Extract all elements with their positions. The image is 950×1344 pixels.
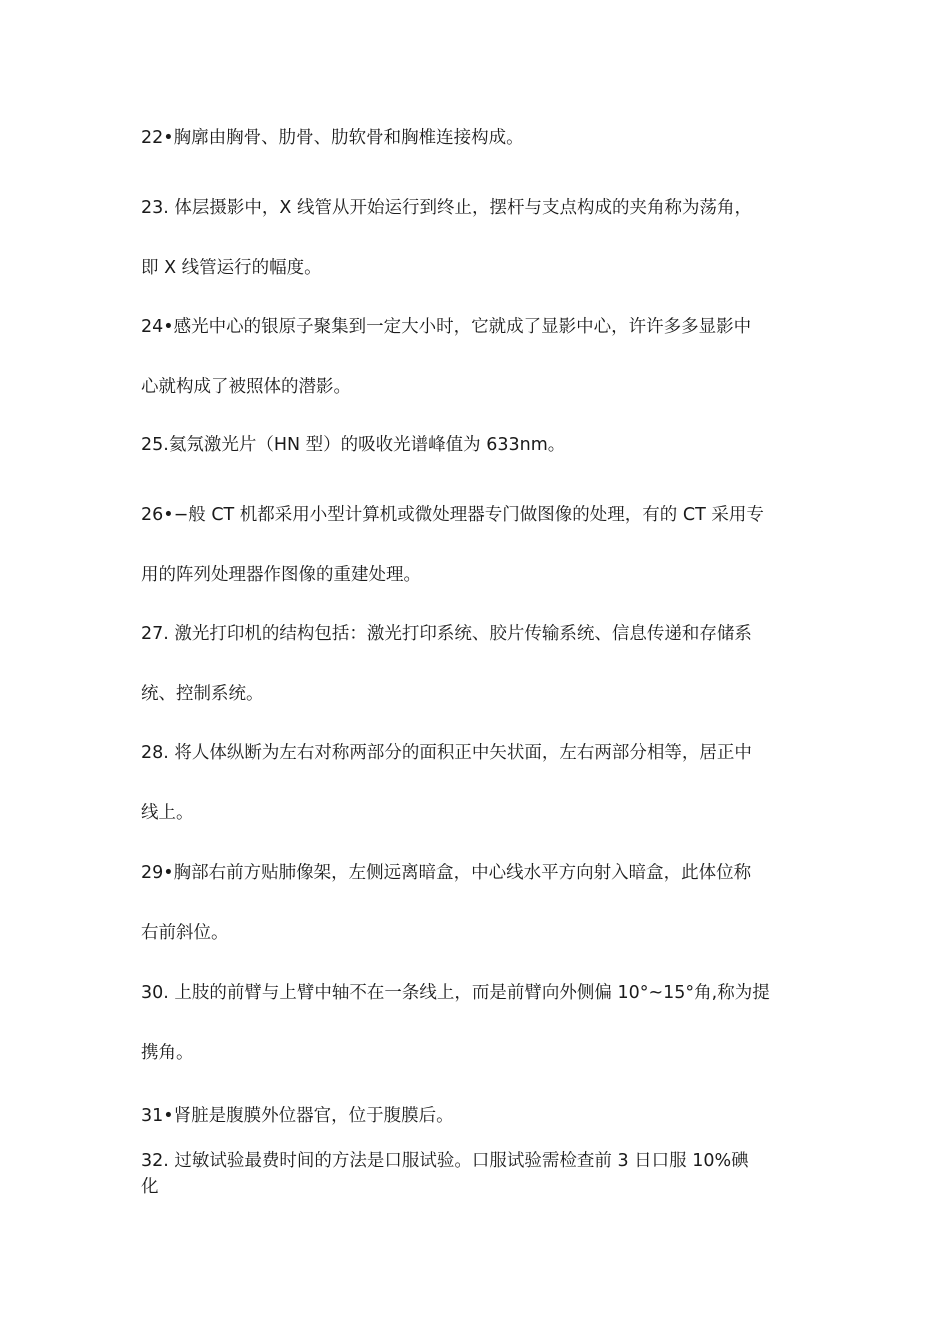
paragraph-line: 27. 激光打印机的结构包括：激光打印系统、胶片传输系统、信息传递和存储系 [141, 624, 752, 644]
paragraph-27 [141, 621, 813, 707]
paragraph-25 [141, 432, 813, 458]
paragraph-32 [141, 1148, 813, 1200]
paragraph-line: 统、控制系统。 [141, 684, 264, 704]
paragraph-line: 用的阵列处理器作图像的重建处理。 [141, 565, 421, 585]
paragraph-line: 线上。 [141, 803, 194, 823]
paragraph-line: 化 [141, 1177, 159, 1197]
paragraph-31 [141, 1103, 813, 1129]
paragraph-line: 26•−般 CT 机都采用小型计算机或微处理器专门做图像的处理，有的 CT 采用专 [141, 505, 764, 525]
paragraph-line: 22•胸廓由胸骨、肋骨、肋软骨和胸椎连接构成。 [141, 128, 524, 148]
paragraph-line: 30. 上肢的前臂与上臂中轴不在一条线上，而是前臂向外侧偏 10°~15°角,称为提 [141, 983, 770, 1003]
paragraph-26 [141, 502, 813, 588]
paragraph-line: 24•感光中心的银原子聚集到一定大小时，它就成了显影中心，许许多多显影中 [141, 317, 752, 337]
paragraph-line: 右前斜位。 [141, 923, 229, 943]
paragraph-24 [141, 314, 813, 400]
paragraph-line: 即 X 线管运行的幅度。 [141, 258, 322, 278]
paragraph-29 [141, 860, 813, 946]
paragraph-line: 32. 过敏试验最费时间的方法是口服试验。口服试验需检查前 3 日口服 10%碘 [141, 1151, 749, 1171]
paragraph-line: 心就构成了被照体的潜影。 [141, 377, 351, 397]
paragraph-line: 29•胸部右前方贴肺像架，左侧远离暗盒，中心线水平方向射入暗盒，此体位称 [141, 863, 752, 883]
paragraph-line: 28. 将人体纵断为左右对称两部分的面积正中矢状面，左右两部分相等，居正中 [141, 743, 752, 763]
paragraph-line: 23. 体层摄影中，X 线管从开始运行到终止，摆杆与支点构成的夹角称为荡角， [141, 198, 752, 218]
paragraph-22 [141, 125, 813, 151]
paragraph-line: 25.氦氖激光片（HN 型）的吸收光谱峰值为 633nm。 [141, 435, 566, 455]
paragraph-line: 31•肾脏是腹膜外位器官，位于腹膜后。 [141, 1106, 454, 1126]
paragraph-28 [141, 740, 813, 826]
paragraph-line: 携角。 [141, 1043, 194, 1063]
paragraph-23 [141, 195, 813, 281]
paragraph-30 [141, 980, 813, 1066]
